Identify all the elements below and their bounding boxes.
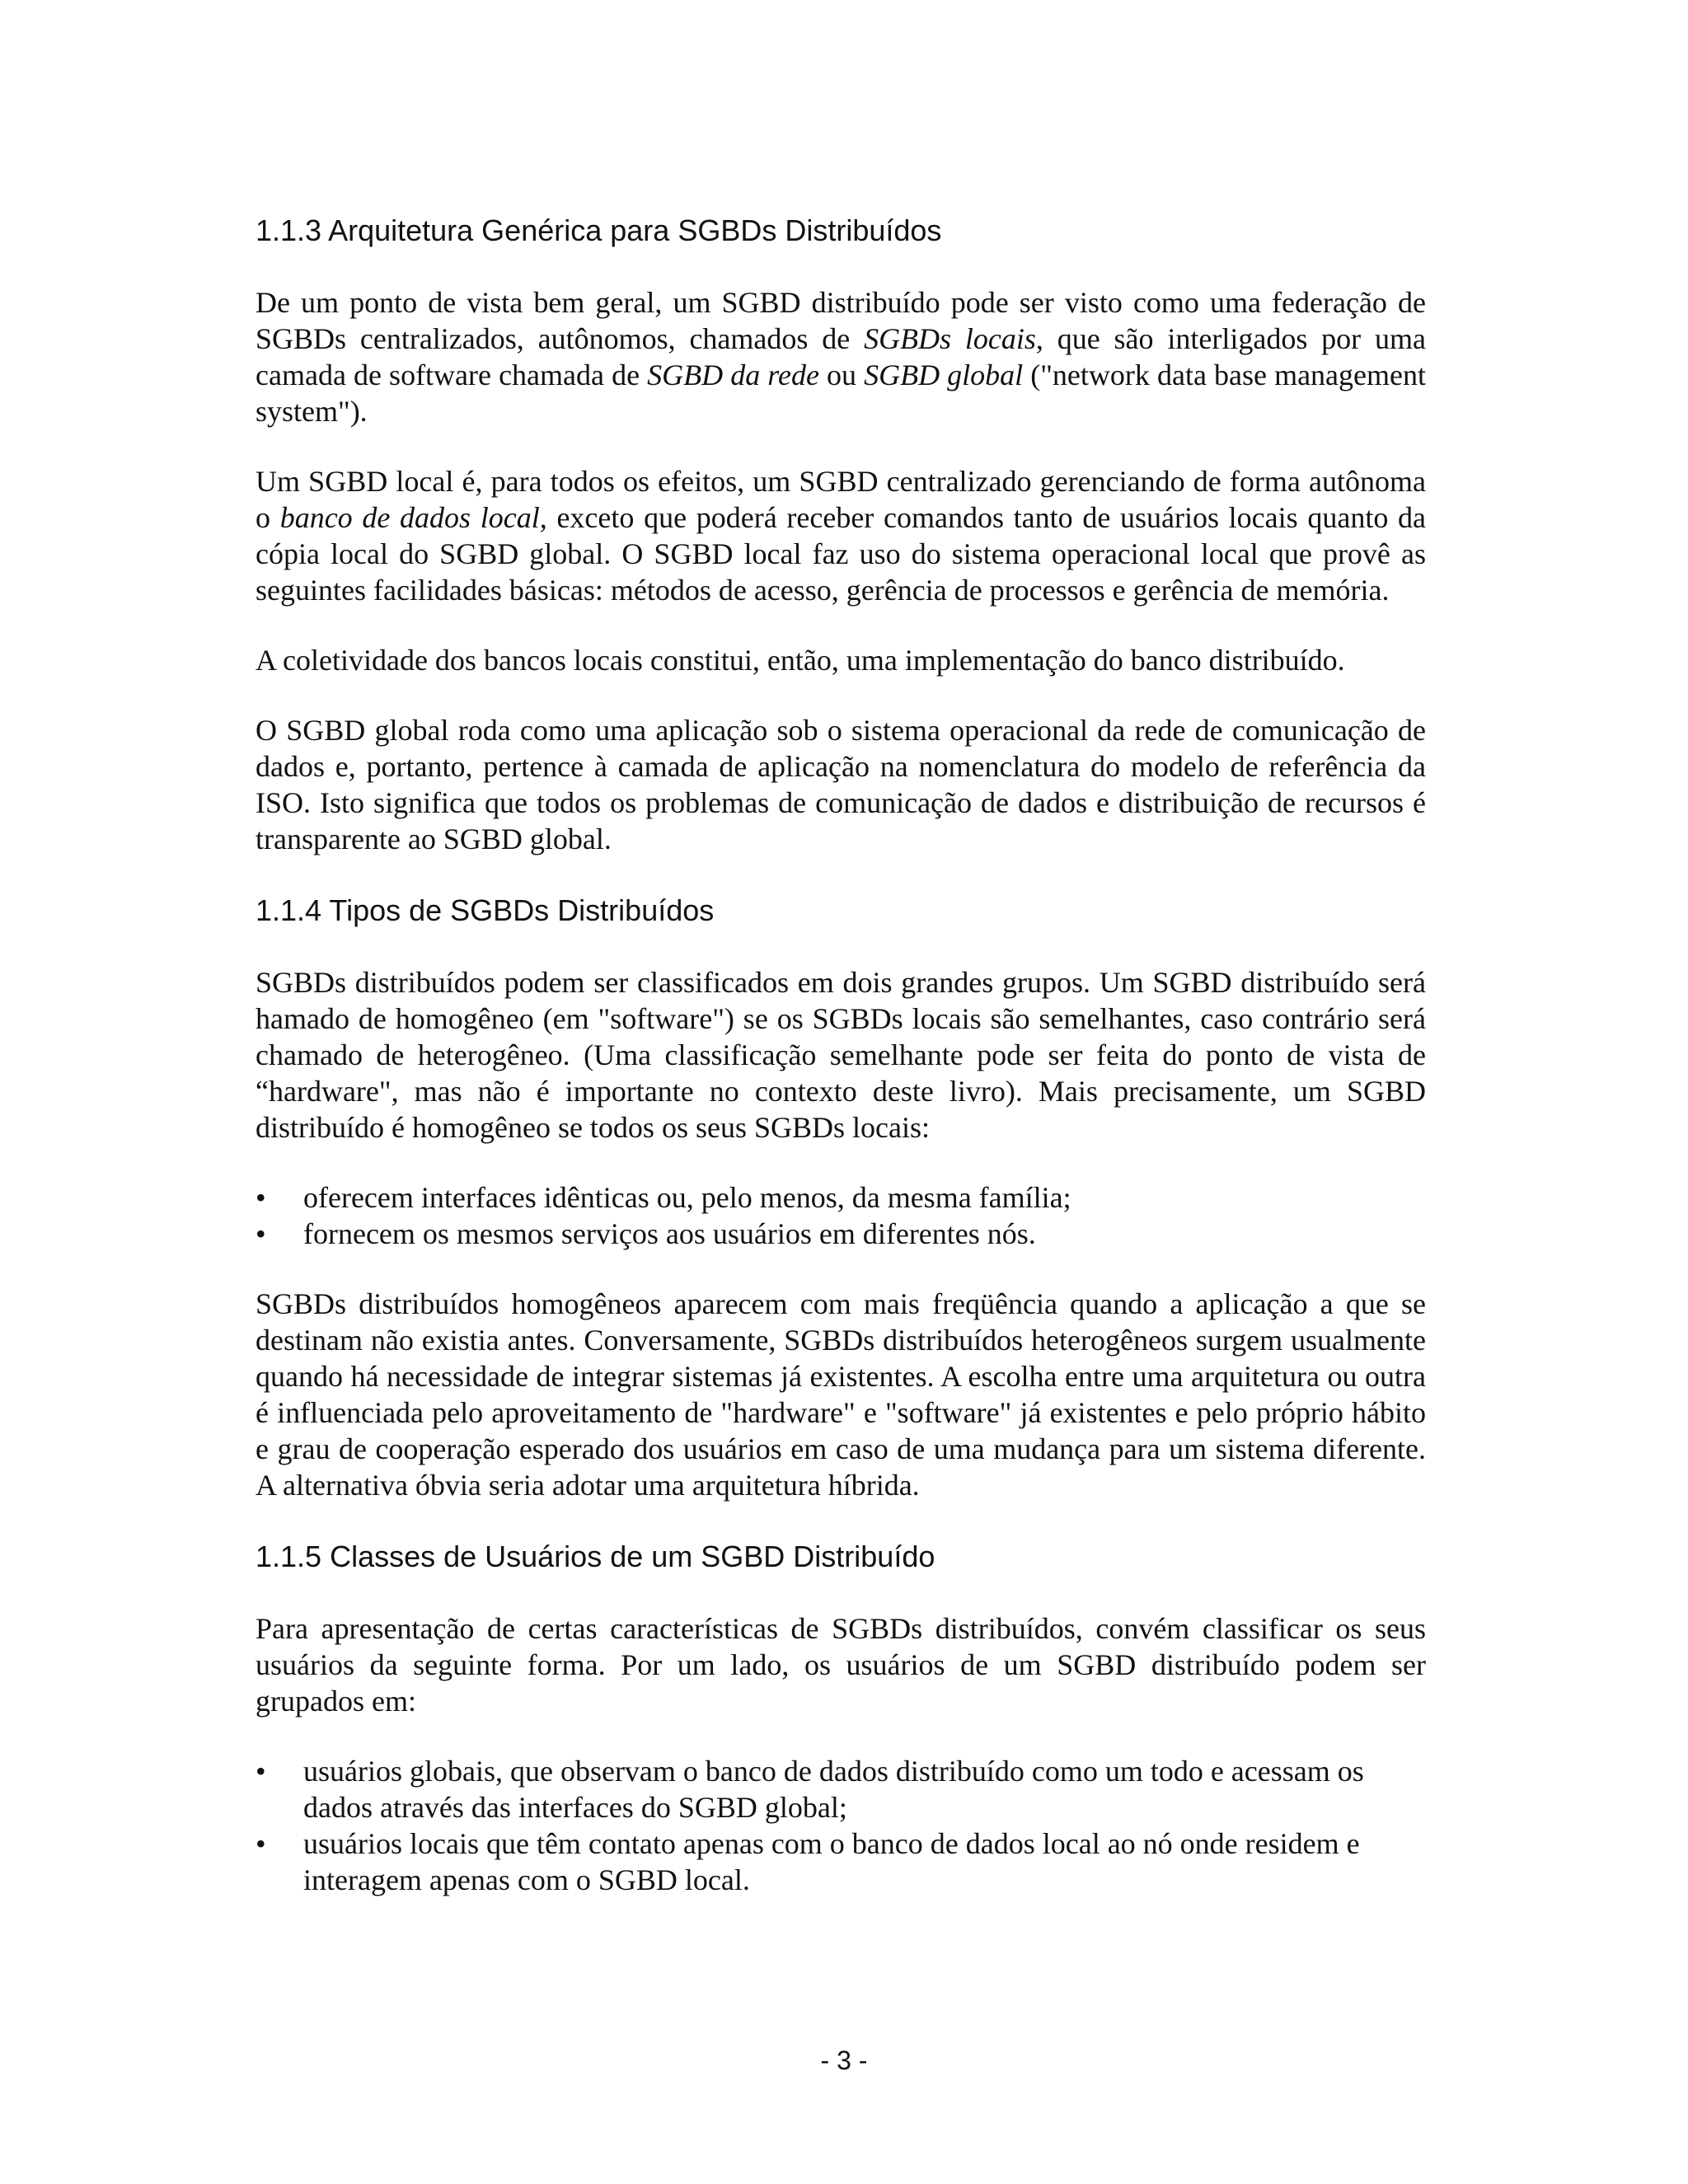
paragraph-sgbd-global: O SGBD global roda como uma aplicação sob o sistema operacional da rede de comunicação de dados e, portanto, pertence à camada de aplicação na nomenclatura do modelo de referência da ISO. Isto significa que todos os problemas de comunicação de dados e distribuição de recursos é transparente ao SGBD global. <box>256 714 1426 855</box>
list-item-text: usuários locais que têm contato apenas com o banco de dados local ao nó onde residem e interagem apenas com o SGBD local. <box>303 1827 1360 1896</box>
paragraph-classes: Para apresentação de certas características de SGBDs distribuídos, convém classificar os seus usuários da seguinte forma. Por um lado, os usuários de um SGBD distribuído podem ser grupados em: <box>256 1612 1426 1718</box>
list-item <box>256 1179 1426 1216</box>
paragraph-text: ou <box>818 359 865 391</box>
document-page <box>256 210 1426 1898</box>
list-item-text: fornecem os mesmos serviços aos usuários em diferentes nós. <box>303 1217 1036 1250</box>
bullet-icon: • <box>256 1827 266 1860</box>
bullet-list-usuarios <box>256 1753 1426 1898</box>
paragraph-homogeneos: SGBDs distribuídos homogêneos aparecem com mais freqüência quando a aplicação a que se destinam não existia antes. Conversamente, SGBDs distribuídos heterogêneos surgem usualmente quando há necessidade de integrar sistemas já existentes. A escolha entre uma arquitetura ou outra é influenciada pelo aproveitamento de "hardware" e "software" já existentes e pelo próprio hábito e grau de cooperação esperado dos usuários em caso de uma mudança para um sistema diferente. A alternativa óbvia seria adotar uma arquitetura híbrida. <box>256 1287 1426 1502</box>
bullet-icon: • <box>256 1217 266 1250</box>
list-item <box>256 1825 1426 1898</box>
paragraph-federacao <box>256 284 1426 429</box>
paragraph-coletividade: A coletividade dos bancos locais constitui, então, uma implementação do banco distribuído. <box>256 644 1345 677</box>
paragraph-sgbd-local <box>256 463 1426 608</box>
paragraph-text: Um SGBD local é, para todos os efeitos, um SGBD centralizado gerenciando de forma autônoma o <box>256 465 1426 534</box>
paragraph-text: De um ponto de vista bem geral, um SGBD distribuído pode ser visto como uma federação de SGBDs centralizados, autônomos, chamados de <box>256 286 1426 355</box>
bullet-list-homogeneo <box>256 1179 1426 1252</box>
bullet-icon: • <box>256 1181 266 1214</box>
section-heading-1-1-4: 1.1.4 Tipos de SGBDs Distribuídos <box>256 893 715 927</box>
list-item-text: usuários globais, que observam o banco de dados distribuído como um todo e acessam os dados através das interfaces do SGBD global; <box>303 1755 1364 1824</box>
italic-term-banco-de-dados-local: banco de dados local, <box>279 501 547 534</box>
paragraph-text: exceto que poderá receber comandos tanto de usuários locais quanto da cópia local do SGBD global. O SGBD local faz uso do sistema operacional local que provê as seguintes facilidades básicas: métodos de acesso, gerência de processos e gerência de memória. <box>256 501 1427 607</box>
italic-term-sgbds-locais: SGBDs locais <box>864 322 1036 355</box>
paragraph-text: ("network data base management system"). <box>256 359 1426 428</box>
italic-term-sgbd-global: SGBD global <box>864 359 1024 391</box>
list-item <box>256 1753 1426 1825</box>
bullet-icon: • <box>256 1755 266 1788</box>
list-item-text: oferecem interfaces idênticas ou, pelo menos, da mesma família; <box>303 1181 1071 1214</box>
section-heading-1-1-5: 1.1.5 Classes de Usuários de um SGBD Distribuído <box>256 1540 935 1573</box>
page-number: - 3 - <box>820 2046 868 2075</box>
section-heading-1-1-3: 1.1.3 Arquitetura Genérica para SGBDs Distribuídos <box>256 213 942 247</box>
paragraph-text: , que são interligados por uma camada de software chamada de <box>256 322 1426 391</box>
paragraph-tipos: SGBDs distribuídos podem ser classificados em dois grandes grupos. Um SGBD distribuído será hamado de homogêneo (em "software") se os SGBDs locais são semelhantes, caso contrário será chamado de heterogêneo. (Uma classificação semelhante pode ser feita do ponto de vista de “hardware", mas não é importante no contexto deste livro). Mais precisamente, um SGBD distribuído é homogêneo se todos os seus SGBDs locais: <box>256 966 1426 1144</box>
italic-term-sgbd-da-rede: SGBD da rede <box>647 359 819 391</box>
list-item <box>256 1216 1426 1252</box>
